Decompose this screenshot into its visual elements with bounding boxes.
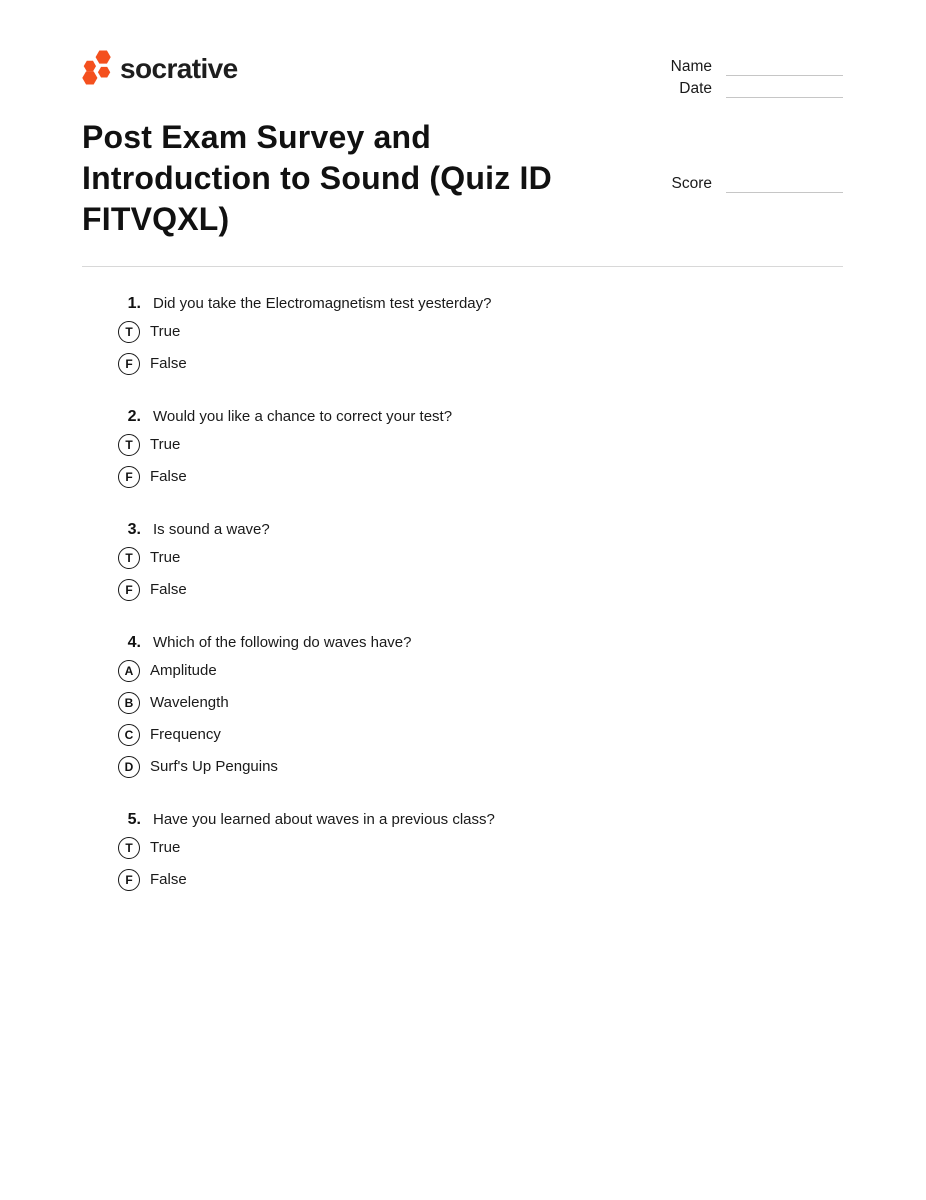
question-5-option-false — [118, 869, 838, 891]
question-number: 4. — [127, 634, 141, 651]
option-letter: D — [124, 760, 134, 774]
socrative-wordmark: socrative — [120, 53, 238, 84]
question-number: 1. — [127, 295, 141, 312]
question-2 — [118, 407, 838, 488]
question-4-option-d — [118, 756, 838, 778]
option-letter: C — [124, 728, 134, 742]
option-letter: T — [125, 841, 133, 855]
option-letter: A — [124, 664, 134, 678]
option-label: Wavelength — [150, 694, 229, 711]
question-5 — [118, 810, 838, 891]
question-2-option-false — [118, 466, 838, 488]
option-bubble — [118, 321, 140, 343]
option-bubble — [118, 692, 140, 714]
option-label: True — [150, 323, 181, 340]
question-4-option-b — [118, 692, 838, 714]
socrative-hexagons-icon — [80, 49, 113, 86]
option-letter: B — [124, 696, 134, 710]
name-field-row — [671, 58, 843, 76]
question-text: Have you learned about waves in a previous class? — [153, 811, 495, 828]
score-field-row — [672, 175, 844, 193]
question-5-header — [118, 810, 838, 830]
option-label: Surf's Up Penguins — [150, 758, 278, 775]
option-letter: F — [125, 583, 133, 597]
option-label: False — [150, 468, 187, 485]
option-bubble — [118, 869, 140, 891]
question-4-option-a — [118, 660, 838, 682]
score-blank-line — [726, 177, 843, 193]
option-label: False — [150, 871, 187, 888]
option-letter: F — [125, 357, 133, 371]
date-blank-line — [726, 82, 843, 98]
option-label: True — [150, 549, 181, 566]
question-5-option-true — [118, 837, 838, 859]
question-number: 3. — [127, 521, 141, 538]
question-3-option-false — [118, 579, 838, 601]
option-letter: F — [125, 470, 133, 484]
question-1 — [118, 294, 838, 375]
question-3 — [118, 520, 838, 601]
option-bubble — [118, 724, 140, 746]
option-label: True — [150, 436, 181, 453]
question-list — [118, 294, 838, 923]
header-divider — [82, 266, 843, 267]
question-text: Would you like a chance to correct your test? — [153, 408, 453, 425]
date-label: Date — [679, 80, 712, 97]
option-bubble — [118, 660, 140, 682]
date-field-row — [679, 80, 843, 98]
option-bubble — [118, 756, 140, 778]
option-bubble — [118, 434, 140, 456]
name-blank-line — [726, 60, 843, 76]
quiz-title — [82, 117, 662, 240]
quiz-title-line-2: Introduction to Sound (Quiz ID — [82, 160, 552, 196]
question-number: 5. — [127, 811, 141, 828]
option-label: True — [150, 839, 181, 856]
question-number: 2. — [127, 408, 141, 425]
option-bubble — [118, 466, 140, 488]
question-text: Is sound a wave? — [153, 521, 270, 538]
question-4-option-c — [118, 724, 838, 746]
option-label: False — [150, 581, 187, 598]
question-4-header — [118, 633, 838, 653]
option-bubble — [118, 837, 140, 859]
name-label: Name — [670, 58, 712, 75]
socrative-logo — [80, 49, 238, 86]
option-bubble — [118, 579, 140, 601]
option-letter: T — [125, 551, 133, 565]
question-4 — [118, 633, 838, 778]
quiz-title-line-3: FITVQXL) — [82, 201, 230, 237]
question-3-option-true — [118, 547, 838, 569]
question-3-header — [118, 520, 838, 540]
question-text: Did you take the Electromagnetism test yesterday? — [153, 295, 492, 312]
quiz-title-line-1: Post Exam Survey and — [82, 119, 432, 155]
option-letter: T — [125, 325, 133, 339]
option-label: Frequency — [150, 726, 221, 743]
question-1-option-true — [118, 321, 838, 343]
question-1-header — [118, 294, 838, 314]
option-bubble — [118, 547, 140, 569]
question-1-option-false — [118, 353, 838, 375]
question-2-header — [118, 407, 838, 427]
option-label: Amplitude — [150, 662, 217, 679]
option-letter: T — [125, 438, 133, 452]
score-label: Score — [671, 175, 712, 192]
question-text: Which of the following do waves have? — [153, 634, 412, 651]
option-label: False — [150, 355, 187, 372]
option-bubble — [118, 353, 140, 375]
option-letter: F — [125, 873, 133, 887]
question-2-option-true — [118, 434, 838, 456]
